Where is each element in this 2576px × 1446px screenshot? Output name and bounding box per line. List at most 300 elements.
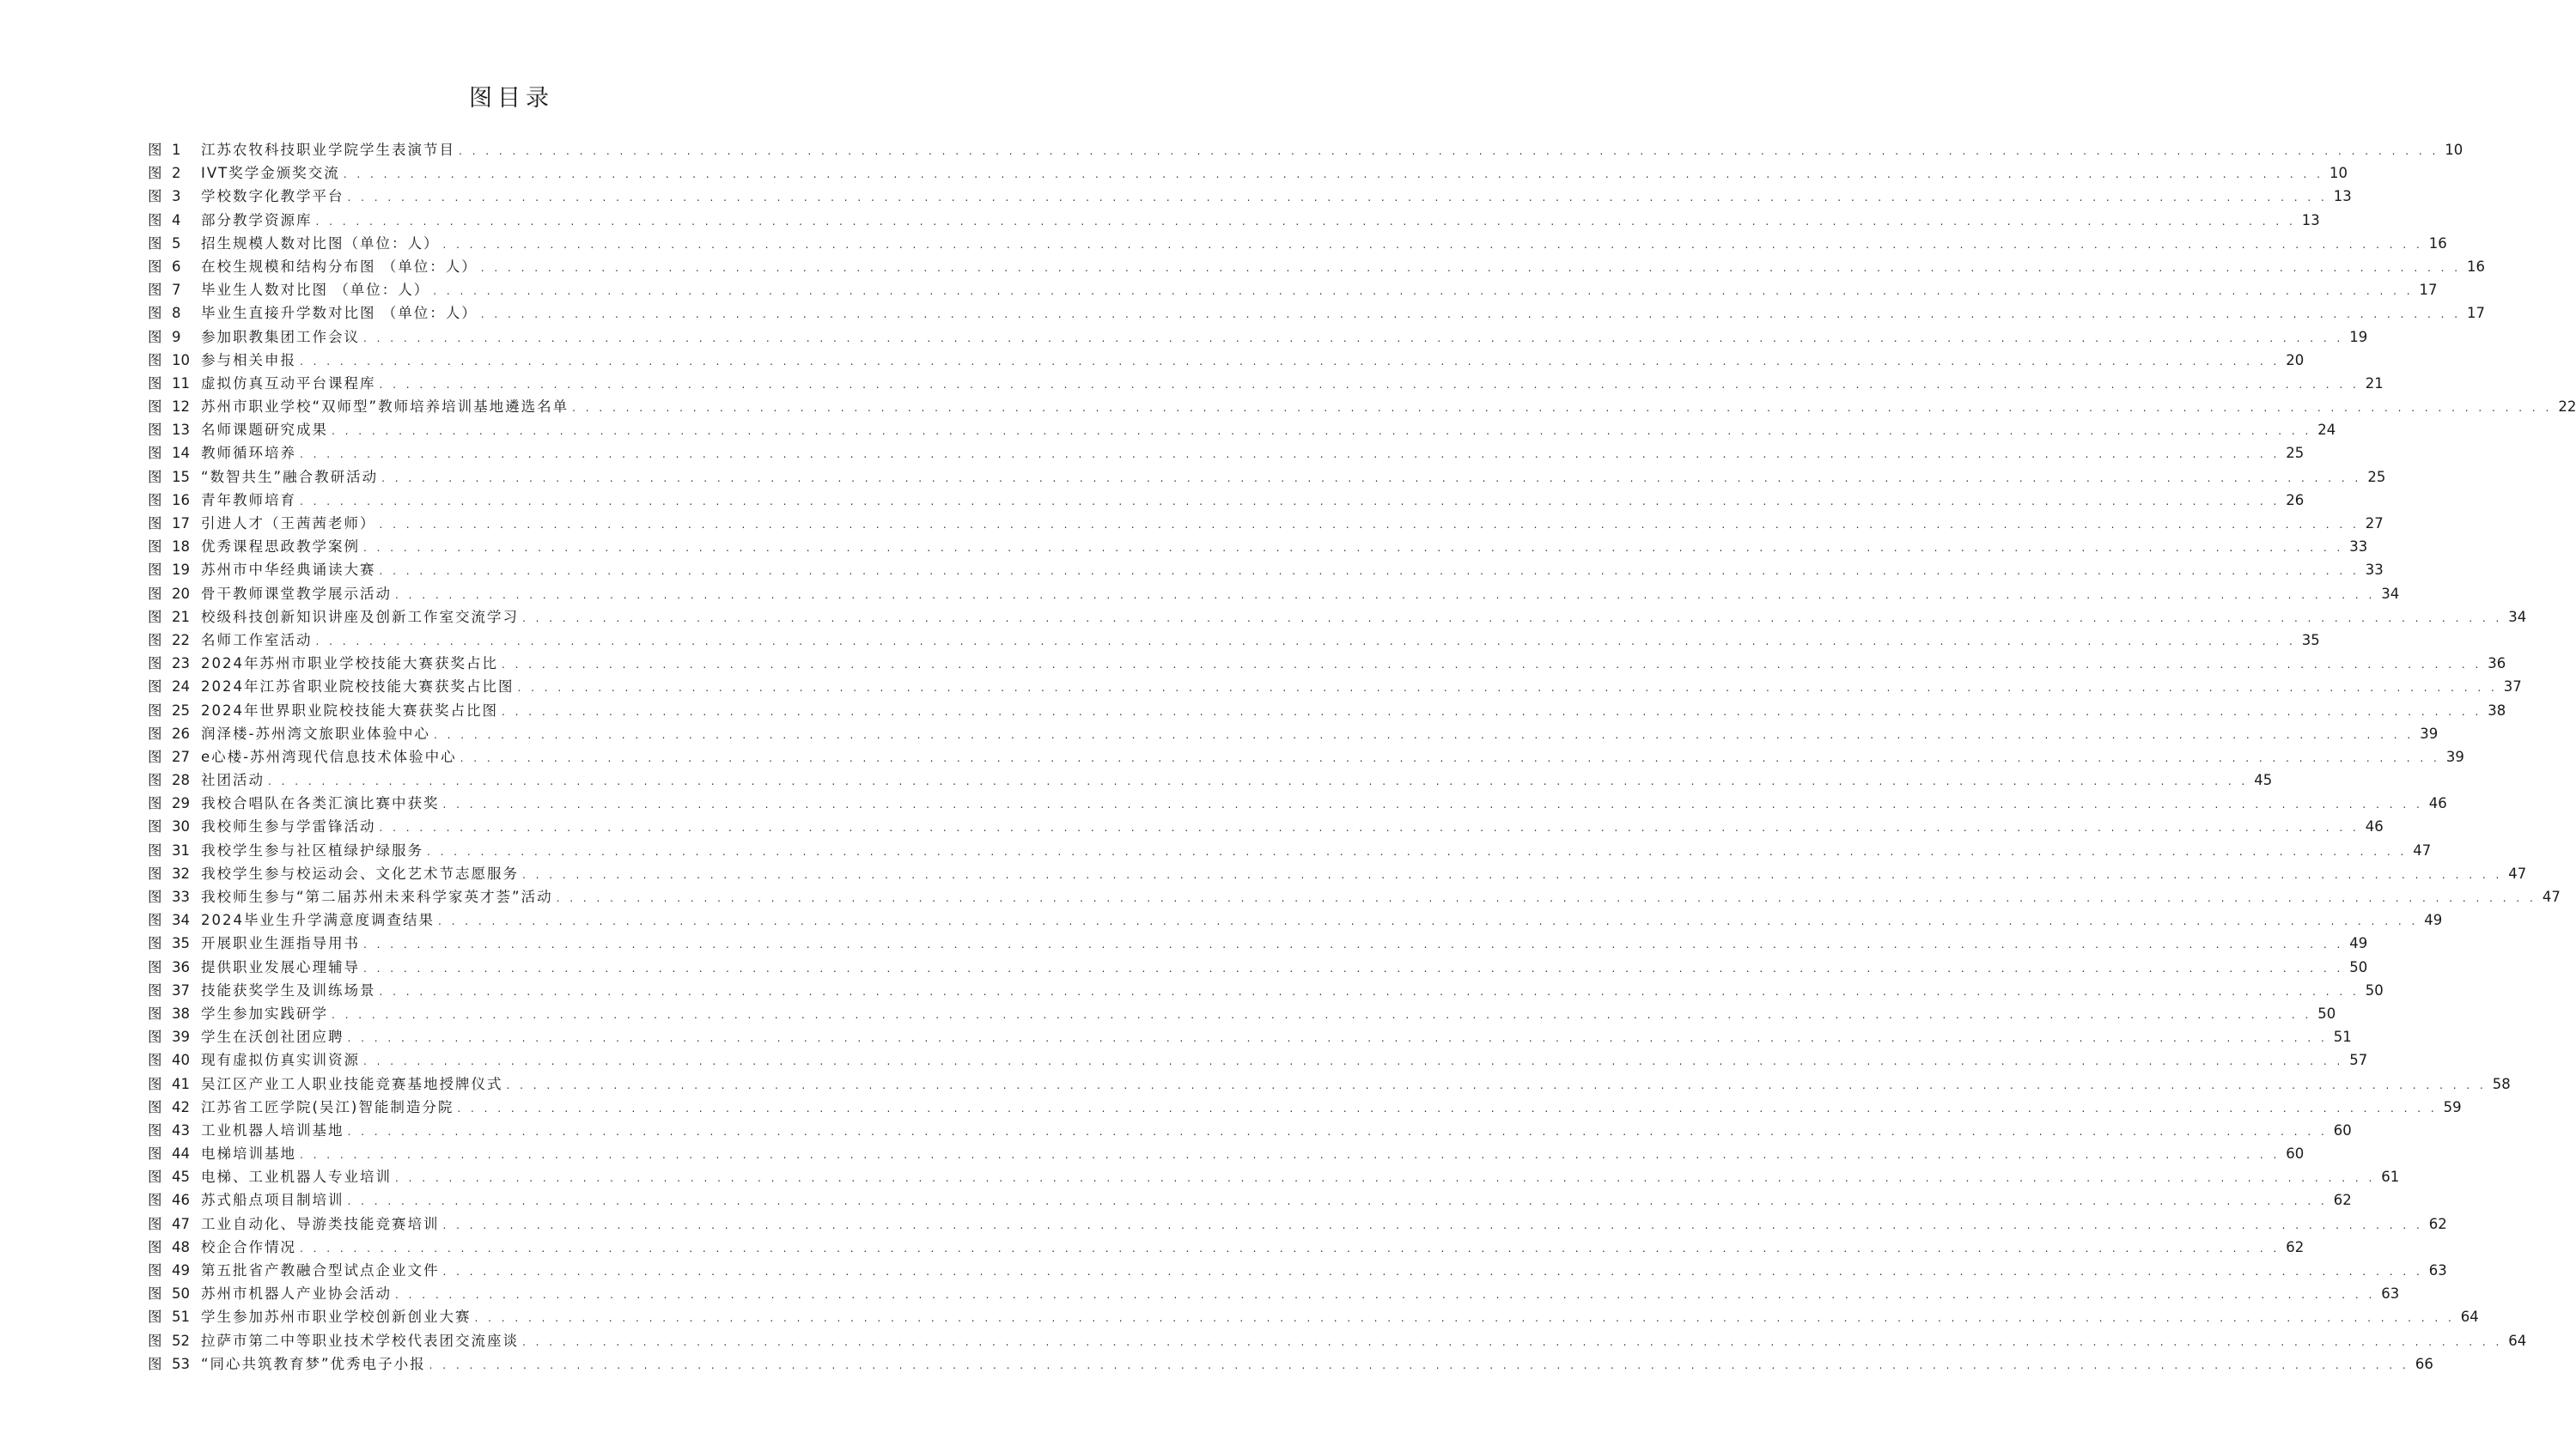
dot-leader xyxy=(268,770,2248,793)
dot-leader xyxy=(557,887,2536,910)
figure-title: 江苏农牧科技职业学院学生表演节目 xyxy=(201,142,455,158)
toc-entry[interactable] xyxy=(148,1119,2352,1142)
figure-number: 51 xyxy=(172,1309,190,1326)
page-number: 36 xyxy=(2488,655,2506,672)
figure-number: 22 xyxy=(172,631,190,648)
toc-entry[interactable] xyxy=(148,979,2384,1002)
figure-number: 46 xyxy=(172,1192,190,1209)
figure-number: 31 xyxy=(172,841,190,859)
page-number: 33 xyxy=(2349,538,2368,556)
figure-prefix: 图 xyxy=(148,1005,162,1022)
toc-entry[interactable] xyxy=(148,629,2320,652)
figure-prefix: 图 xyxy=(148,678,162,696)
toc-entry[interactable] xyxy=(148,278,2438,301)
toc-entry[interactable] xyxy=(148,1025,2352,1048)
figure-number: 4 xyxy=(172,211,181,228)
figure-title: 学生参加实践研学 xyxy=(201,1005,328,1022)
toc-entry[interactable] xyxy=(148,301,2486,325)
dot-leader xyxy=(363,933,2343,957)
dot-leader xyxy=(427,841,2407,864)
dot-leader xyxy=(300,490,2280,513)
figure-prefix: 图 xyxy=(148,1169,162,1186)
page-number: 39 xyxy=(2420,725,2439,742)
figure-title: 学校数字化教学平台 xyxy=(201,188,344,205)
figure-prefix: 图 xyxy=(148,398,162,416)
figure-prefix: 图 xyxy=(148,468,162,485)
figure-prefix: 图 xyxy=(148,165,162,182)
dot-leader xyxy=(395,1284,2375,1307)
figure-title: 在校生规模和结构分布图 （单位：人） xyxy=(201,258,478,275)
dot-leader xyxy=(348,186,2328,210)
dot-leader xyxy=(443,1214,2423,1237)
page-number: 13 xyxy=(2333,188,2352,205)
figure-title: 招生规模人数对比图（单位：人） xyxy=(201,234,440,252)
figure-title: 骨干教师课堂教学展示活动 xyxy=(201,585,392,602)
dot-leader xyxy=(381,467,2361,490)
figure-number: 18 xyxy=(172,538,190,556)
figure-prefix: 图 xyxy=(148,491,162,508)
figure-prefix: 图 xyxy=(148,1332,162,1349)
page-number: 46 xyxy=(2365,818,2384,835)
figure-prefix: 图 xyxy=(148,328,162,345)
dot-leader xyxy=(363,1050,2343,1073)
dot-leader xyxy=(438,910,2418,933)
dot-leader xyxy=(380,513,2360,537)
figure-title: 部分教学资源库 xyxy=(201,211,313,228)
figure-title: 我校合唱队在各类汇演比赛中获奖 xyxy=(201,795,440,812)
figure-prefix: 图 xyxy=(148,1098,162,1115)
page-number: 16 xyxy=(2467,258,2486,275)
figure-prefix: 图 xyxy=(148,142,162,158)
dot-leader xyxy=(429,1354,2409,1377)
page-number: 39 xyxy=(2445,748,2464,765)
figure-title: 工业自动化、导游类技能竞赛培训 xyxy=(201,1215,440,1232)
figure-prefix: 图 xyxy=(148,234,162,252)
figure-title: 教师循环培养 xyxy=(201,445,296,462)
dot-leader xyxy=(332,420,2311,443)
toc-entry[interactable] xyxy=(148,1142,2305,1165)
figure-title: 名师工作室活动 xyxy=(201,631,313,648)
page-number: 62 xyxy=(2286,1238,2305,1255)
toc-entry[interactable] xyxy=(148,138,2463,161)
dot-leader xyxy=(502,653,2482,677)
toc-entry[interactable] xyxy=(148,862,2527,885)
figure-title: 2024年世界职业院校技能大赛获奖占比图 xyxy=(201,702,498,719)
dot-leader xyxy=(459,140,2439,163)
page-number: 10 xyxy=(2445,142,2463,158)
figure-number: 33 xyxy=(172,889,190,905)
toc-entry[interactable] xyxy=(148,956,2368,979)
dot-leader xyxy=(348,1027,2328,1050)
toc-entry[interactable] xyxy=(148,722,2439,745)
figure-prefix: 图 xyxy=(148,351,162,368)
figure-title: e心楼-苏州湾现代信息技术体验中心 xyxy=(201,748,457,765)
dot-leader xyxy=(457,1097,2437,1121)
figure-title: 参与相关申报 xyxy=(201,351,296,368)
figure-prefix: 图 xyxy=(148,748,162,765)
toc-entry[interactable] xyxy=(148,535,2368,558)
toc-entry[interactable] xyxy=(148,932,2368,955)
page-title: 图目录 xyxy=(469,85,554,112)
figure-title: 优秀课程思政教学案例 xyxy=(201,538,360,556)
toc-entry[interactable] xyxy=(148,209,2320,232)
figure-prefix: 图 xyxy=(148,889,162,905)
dot-leader xyxy=(443,793,2423,817)
dot-leader xyxy=(395,584,2375,607)
figure-title: 提供职业发展心理辅导 xyxy=(201,958,360,975)
dot-leader xyxy=(316,630,2296,653)
page-number: 26 xyxy=(2286,491,2305,508)
page-number: 34 xyxy=(2508,608,2527,625)
figure-prefix: 图 xyxy=(148,702,162,719)
figure-prefix: 图 xyxy=(148,865,162,882)
figure-number: 11 xyxy=(172,374,190,392)
figure-number: 41 xyxy=(172,1075,190,1092)
figure-number: 25 xyxy=(172,702,190,719)
figure-number: 40 xyxy=(172,1052,190,1069)
figure-number: 28 xyxy=(172,772,190,789)
dot-leader xyxy=(460,747,2440,770)
page-number: 62 xyxy=(2333,1192,2352,1209)
figure-title: 苏式船点项目制培训 xyxy=(201,1192,344,1209)
page-number: 25 xyxy=(2367,468,2386,485)
figure-list xyxy=(148,138,2576,1376)
figure-number: 21 xyxy=(172,608,190,625)
figure-prefix: 图 xyxy=(148,655,162,672)
figure-number: 36 xyxy=(172,958,190,975)
toc-entry[interactable] xyxy=(148,465,2386,489)
figure-prefix: 图 xyxy=(148,188,162,205)
toc-entry[interactable] xyxy=(148,232,2447,255)
figure-prefix: 图 xyxy=(148,1029,162,1046)
page-number: 35 xyxy=(2301,631,2320,648)
figure-prefix: 图 xyxy=(148,445,162,462)
dot-leader xyxy=(443,234,2423,257)
figure-title: 吴江区产业工人职业技能竞赛基地授牌仪式 xyxy=(201,1075,503,1092)
page-number: 46 xyxy=(2428,795,2447,812)
dot-leader xyxy=(363,537,2343,560)
toc-entry[interactable] xyxy=(148,1096,2462,1119)
toc-entry[interactable] xyxy=(148,1305,2479,1328)
toc-entry[interactable] xyxy=(148,1282,2400,1305)
figure-title: “同心共筑教育梦”优秀电子小报 xyxy=(201,1355,426,1372)
figure-prefix: 图 xyxy=(148,958,162,975)
figure-number: 29 xyxy=(172,795,190,812)
figure-title: 名师课题研究成果 xyxy=(201,422,328,439)
figure-prefix: 图 xyxy=(148,1238,162,1255)
dot-leader xyxy=(344,163,2323,186)
toc-entry[interactable] xyxy=(148,418,2336,441)
page-number: 25 xyxy=(2286,445,2305,462)
page-number: 61 xyxy=(2381,1169,2400,1186)
figure-title: 社团活动 xyxy=(201,772,265,789)
dot-leader xyxy=(380,817,2360,840)
page-number: 13 xyxy=(2301,211,2320,228)
figure-title: 我校学生参与社区植绿护绿服务 xyxy=(201,841,423,859)
dot-leader xyxy=(380,374,2360,397)
toc-entry[interactable] xyxy=(148,512,2384,535)
page-number: 33 xyxy=(2365,562,2384,579)
dot-leader xyxy=(572,397,2552,420)
dot-leader xyxy=(363,957,2343,981)
figure-number: 47 xyxy=(172,1215,190,1232)
figure-prefix: 图 xyxy=(148,562,162,579)
page-number: 20 xyxy=(2286,351,2305,368)
dot-leader xyxy=(522,1331,2502,1354)
dot-leader xyxy=(363,327,2343,350)
figure-title: 苏州市机器人产业协会活动 xyxy=(201,1285,392,1303)
figure-number: 3 xyxy=(172,188,181,205)
page-number: 37 xyxy=(2503,678,2522,696)
figure-prefix: 图 xyxy=(148,935,162,952)
figure-prefix: 图 xyxy=(148,1052,162,1069)
toc-entry[interactable] xyxy=(148,815,2384,838)
figure-number: 17 xyxy=(172,515,190,532)
figure-number: 10 xyxy=(172,351,190,368)
page-number: 17 xyxy=(2419,282,2438,299)
figure-prefix: 图 xyxy=(148,1355,162,1372)
figure-number: 19 xyxy=(172,562,190,579)
figure-prefix: 图 xyxy=(148,282,162,299)
toc-entry[interactable] xyxy=(148,792,2447,815)
toc-entry[interactable] xyxy=(148,161,2348,185)
figure-number: 1 xyxy=(172,142,181,158)
dot-leader xyxy=(380,981,2360,1004)
figure-prefix: 图 xyxy=(148,1285,162,1303)
figure-title: 苏州市职业学校“双师型”教师培养培训基地遴选名单 xyxy=(201,398,569,416)
page-number: 57 xyxy=(2349,1052,2368,1069)
figure-prefix: 图 xyxy=(148,1145,162,1163)
dot-leader xyxy=(443,1261,2423,1284)
figure-number: 24 xyxy=(172,678,190,696)
dot-leader xyxy=(507,1074,2487,1097)
figure-title: IVT奖学金颁奖交流 xyxy=(201,165,340,182)
page-number: 64 xyxy=(2460,1309,2479,1326)
figure-number: 50 xyxy=(172,1285,190,1303)
toc-entry[interactable] xyxy=(148,325,2368,349)
figure-title: 校级科技创新知识讲座及创新工作室交流学习 xyxy=(201,608,519,625)
figure-title: 2024毕业生升学满意度调查结果 xyxy=(201,912,435,929)
page-number: 47 xyxy=(2508,865,2527,882)
figure-number: 23 xyxy=(172,655,190,672)
figure-title: 2024年江苏省职业院校技能大赛获奖占比图 xyxy=(201,678,515,696)
page-number: 51 xyxy=(2333,1029,2352,1046)
toc-entry[interactable] xyxy=(148,185,2352,208)
figure-prefix: 图 xyxy=(148,1309,162,1326)
figure-prefix: 图 xyxy=(148,1192,162,1209)
toc-entry[interactable] xyxy=(148,349,2305,372)
figure-number: 30 xyxy=(172,818,190,835)
page-number: 50 xyxy=(2365,981,2384,999)
figure-number: 8 xyxy=(172,305,181,322)
figure-title: 校企合作情况 xyxy=(201,1238,296,1255)
figure-title: 青年教师培育 xyxy=(201,491,296,508)
figure-number: 6 xyxy=(172,258,181,275)
figure-prefix: 图 xyxy=(148,585,162,602)
dot-leader xyxy=(300,1144,2280,1167)
page-number: 17 xyxy=(2467,305,2486,322)
figure-number: 52 xyxy=(172,1332,190,1349)
figure-title: 参加职教集团工作会议 xyxy=(201,328,360,345)
figure-prefix: 图 xyxy=(148,772,162,789)
figure-title: 第五批省产教融合型试点企业文件 xyxy=(201,1262,440,1279)
figure-number: 9 xyxy=(172,328,181,345)
figure-prefix: 图 xyxy=(148,1262,162,1279)
figure-title: 虚拟仿真互动平台课程库 xyxy=(201,374,376,392)
figure-prefix: 图 xyxy=(148,631,162,648)
toc-entry[interactable] xyxy=(148,1352,2433,1376)
dot-leader xyxy=(348,1121,2328,1144)
toc-entry[interactable] xyxy=(148,652,2506,675)
toc-entry[interactable] xyxy=(148,885,2561,908)
dot-leader xyxy=(502,701,2482,724)
toc-entry[interactable] xyxy=(148,1212,2447,1236)
figure-title: 工业机器人培训基地 xyxy=(201,1121,344,1139)
page-number: 63 xyxy=(2428,1262,2447,1279)
page-number: 16 xyxy=(2428,234,2447,252)
dot-leader xyxy=(316,210,2296,234)
page-number: 19 xyxy=(2349,328,2368,345)
dot-leader xyxy=(522,607,2502,630)
page-number: 50 xyxy=(2349,958,2368,975)
figure-number: 44 xyxy=(172,1145,190,1163)
dot-leader xyxy=(481,257,2461,280)
toc-entry[interactable] xyxy=(148,839,2432,862)
toc-entry[interactable] xyxy=(148,1002,2336,1025)
figure-prefix: 图 xyxy=(148,1121,162,1139)
dot-leader xyxy=(300,443,2280,466)
figure-number: 42 xyxy=(172,1098,190,1115)
page-number: 49 xyxy=(2424,912,2443,929)
toc-entry[interactable] xyxy=(148,769,2273,792)
figure-number: 37 xyxy=(172,981,190,999)
figure-title: 拉萨市第二中等职业技术学校代表团交流座谈 xyxy=(201,1332,519,1349)
figure-title: 我校师生参与“第二届苏州未来科学家英才荟”活动 xyxy=(201,889,553,905)
figure-title: 我校师生参与学雷锋活动 xyxy=(201,818,376,835)
figure-number: 49 xyxy=(172,1262,190,1279)
page-number: 59 xyxy=(2443,1098,2462,1115)
figure-number: 39 xyxy=(172,1029,190,1046)
page-number: 47 xyxy=(2413,841,2432,859)
dot-leader xyxy=(433,280,2413,303)
figure-number: 34 xyxy=(172,912,190,929)
figure-number: 32 xyxy=(172,865,190,882)
toc-entry[interactable] xyxy=(148,441,2305,465)
page-number: 21 xyxy=(2365,374,2384,392)
figure-title: 润泽楼-苏州湾文旅职业体验中心 xyxy=(201,725,430,742)
figure-number: 43 xyxy=(172,1121,190,1139)
figure-title: 毕业生直接升学数对比图 （单位：人） xyxy=(201,305,478,322)
page-number: 49 xyxy=(2349,935,2368,952)
toc-entry[interactable] xyxy=(148,745,2464,769)
figure-prefix: 图 xyxy=(148,211,162,228)
figure-title: 现有虚拟仿真实训资源 xyxy=(201,1052,360,1069)
toc-entry[interactable] xyxy=(148,558,2384,581)
dot-leader xyxy=(300,350,2280,374)
figure-number: 12 xyxy=(172,398,190,416)
figure-title: 我校学生参与校运动会、文化艺术节志愿服务 xyxy=(201,865,519,882)
toc-entry[interactable] xyxy=(148,1072,2511,1096)
figure-number: 15 xyxy=(172,468,190,485)
figure-number: 5 xyxy=(172,234,181,252)
figure-number: 26 xyxy=(172,725,190,742)
page-number: 10 xyxy=(2329,165,2348,182)
figure-prefix: 图 xyxy=(148,841,162,859)
figure-prefix: 图 xyxy=(148,981,162,999)
page-number: 27 xyxy=(2365,515,2384,532)
toc-entry[interactable] xyxy=(148,1259,2447,1282)
figure-title: “数智共生”融合教研活动 xyxy=(201,468,379,485)
toc-entry[interactable] xyxy=(148,1329,2527,1352)
figure-prefix: 图 xyxy=(148,258,162,275)
dot-leader xyxy=(332,1004,2311,1027)
toc-entry[interactable] xyxy=(148,605,2527,629)
page-number: 62 xyxy=(2428,1215,2447,1232)
figure-title: 电梯、工业机器人专业培训 xyxy=(201,1169,392,1186)
figure-prefix: 图 xyxy=(148,795,162,812)
toc-entry[interactable] xyxy=(148,1236,2305,1259)
figure-title: 电梯培训基地 xyxy=(201,1145,296,1163)
figure-title: 学生参加苏州市职业学校创新创业大赛 xyxy=(201,1309,472,1326)
page-number: 60 xyxy=(2286,1145,2305,1163)
toc-entry[interactable] xyxy=(148,489,2305,512)
figure-prefix: 图 xyxy=(148,374,162,392)
toc-entry[interactable] xyxy=(148,699,2506,722)
figure-prefix: 图 xyxy=(148,725,162,742)
toc-entry[interactable] xyxy=(148,255,2486,278)
figure-title: 毕业生人数对比图 （单位：人） xyxy=(201,282,430,299)
toc-entry[interactable] xyxy=(148,1048,2368,1072)
toc-entry[interactable] xyxy=(148,395,2576,418)
figure-number: 2 xyxy=(172,165,181,182)
toc-entry[interactable] xyxy=(148,372,2384,395)
toc-entry[interactable] xyxy=(148,1188,2352,1212)
figure-number: 27 xyxy=(172,748,190,765)
figure-title: 开展职业生涯指导用书 xyxy=(201,935,360,952)
dot-leader xyxy=(475,1307,2455,1330)
figure-title: 苏州市中华经典诵读大赛 xyxy=(201,562,376,579)
dot-leader xyxy=(395,1167,2375,1190)
figure-prefix: 图 xyxy=(148,608,162,625)
page-number: 22 xyxy=(2558,398,2576,416)
figure-title: 学生在沃创社团应聘 xyxy=(201,1029,344,1046)
dot-leader xyxy=(300,1237,2280,1261)
dot-leader xyxy=(518,677,2498,700)
toc-entry[interactable] xyxy=(148,675,2522,698)
toc-entry[interactable] xyxy=(148,582,2400,605)
toc-entry[interactable] xyxy=(148,1165,2400,1188)
page-number: 24 xyxy=(2317,422,2336,439)
figure-number: 38 xyxy=(172,1005,190,1022)
figure-title: 引进人才（王茜茜老师） xyxy=(201,515,376,532)
page-number: 64 xyxy=(2508,1332,2527,1349)
figure-prefix: 图 xyxy=(148,305,162,322)
figure-prefix: 图 xyxy=(148,1075,162,1092)
figure-prefix: 图 xyxy=(148,515,162,532)
figure-number: 20 xyxy=(172,585,190,602)
figure-title: 江苏省工匠学院(吴江)智能制造分院 xyxy=(201,1098,454,1115)
figure-number: 7 xyxy=(172,282,181,299)
figure-prefix: 图 xyxy=(148,538,162,556)
toc-entry[interactable] xyxy=(148,908,2443,932)
page-number: 58 xyxy=(2492,1075,2511,1092)
page-number: 38 xyxy=(2488,702,2506,719)
figure-number: 14 xyxy=(172,445,190,462)
figure-number: 16 xyxy=(172,491,190,508)
page-number: 66 xyxy=(2415,1355,2433,1372)
figure-prefix: 图 xyxy=(148,422,162,439)
figure-title: 技能获奖学生及训练场景 xyxy=(201,981,376,999)
